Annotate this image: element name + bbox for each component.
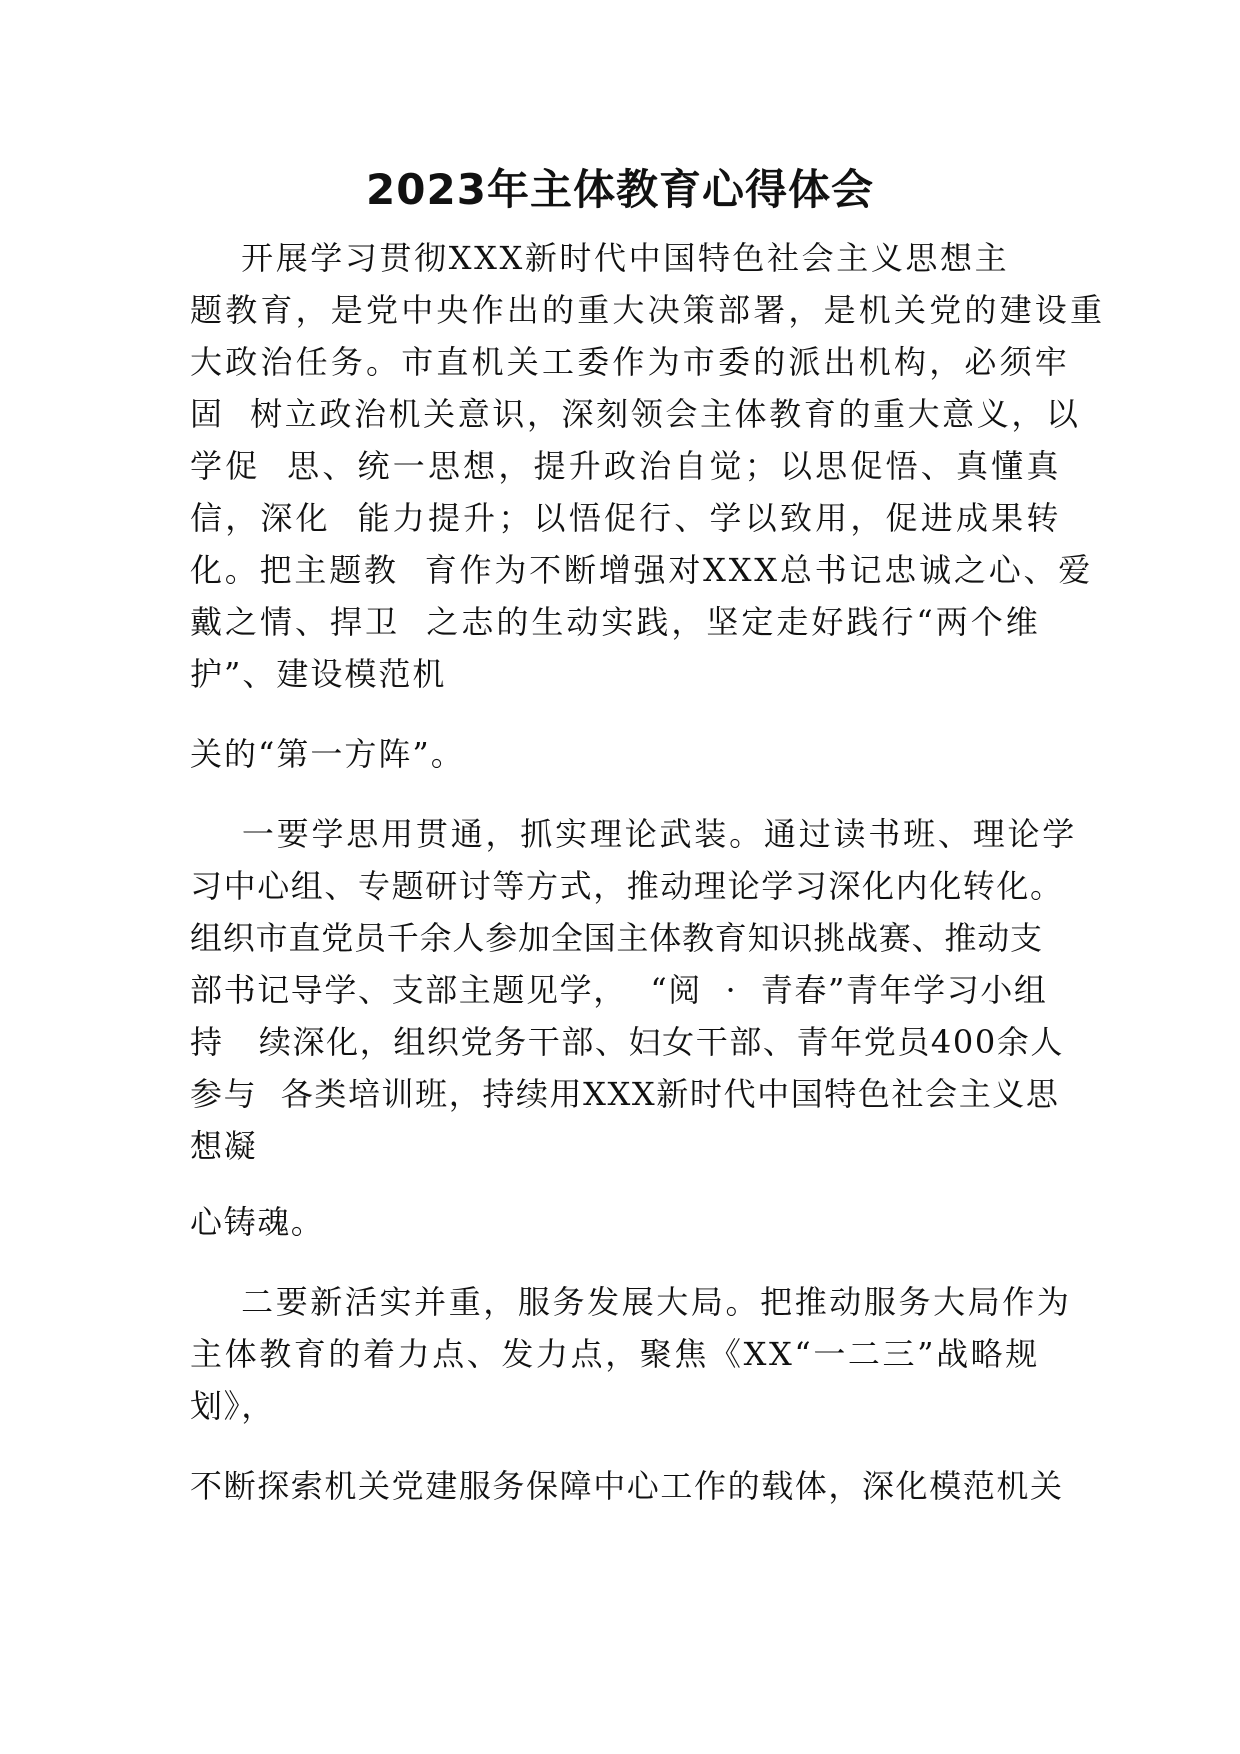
text-line: 二要新活实并重，服务发展大局。把推动服务大局作为 — [190, 1283, 1072, 1321]
text-line: 参与 各类培训班，持续用XXX新时代中国特色社会主义思 — [190, 1075, 1060, 1113]
text-line: 学促 思、统一思想，提升政治自觉；以思促悟、真懂真 — [190, 447, 1062, 485]
text-line: 不断探索机关党建服务保障中心工作的载体，深化模范机关 — [190, 1467, 1064, 1505]
text-line: 开展学习贯彻XXX新时代中国特色社会主义思想主 — [190, 239, 1010, 277]
text-line: 习中心组、专题研讨等方式，推动理论学习深化内化转化。 — [190, 867, 1064, 905]
text-line: 化。把主题教 育作为不断增强对XXX总书记忠诚之心、爱 — [190, 551, 1094, 589]
text-line: 持 续深化，组织党务干部、妇女干部、青年党员400余人 — [190, 1023, 1064, 1061]
text-line: 一要学思用贯通，抓实理论武装。通过读书班、理论学 — [190, 815, 1078, 853]
text-line: 划》， — [190, 1387, 275, 1425]
text-line: 主体教育的着力点、发力点，聚焦《XX“一二三”战略规 — [190, 1335, 1040, 1373]
text-line: 护”、建设模范机 — [190, 655, 447, 693]
text-line: 想凝 — [190, 1127, 258, 1165]
text-line: 大政治任务。市直机关工委作为市委的派出机构，必须牢 — [190, 343, 1071, 381]
text-line: 组织市直党员千余人参加全国主体教育知识挑战赛、推动支 — [190, 919, 1043, 957]
text-line: 戴之情、捍卫 之志的生动实践，坚定走好践行“两个维 — [190, 603, 1041, 641]
document-title: 2023年主体教育心得体会 — [366, 165, 874, 214]
text-line: 关的“第一方阵”。 — [190, 735, 465, 773]
text-line: 部书记导学、支部主题见学， “阅 · 青春”青年学习小组 — [190, 971, 1048, 1009]
text-line: 固 树立政治机关意识，深刻领会主体教育的重大意义，以 — [190, 395, 1081, 433]
text-line: 信，深化 能力提升；以悟促行、学以致用，促进成果转 — [190, 499, 1062, 537]
text-line: 题教育，是党中央作出的重大决策部署，是机关党的建设重 — [190, 291, 1106, 329]
text-line: 心铸魂。 — [190, 1203, 325, 1241]
